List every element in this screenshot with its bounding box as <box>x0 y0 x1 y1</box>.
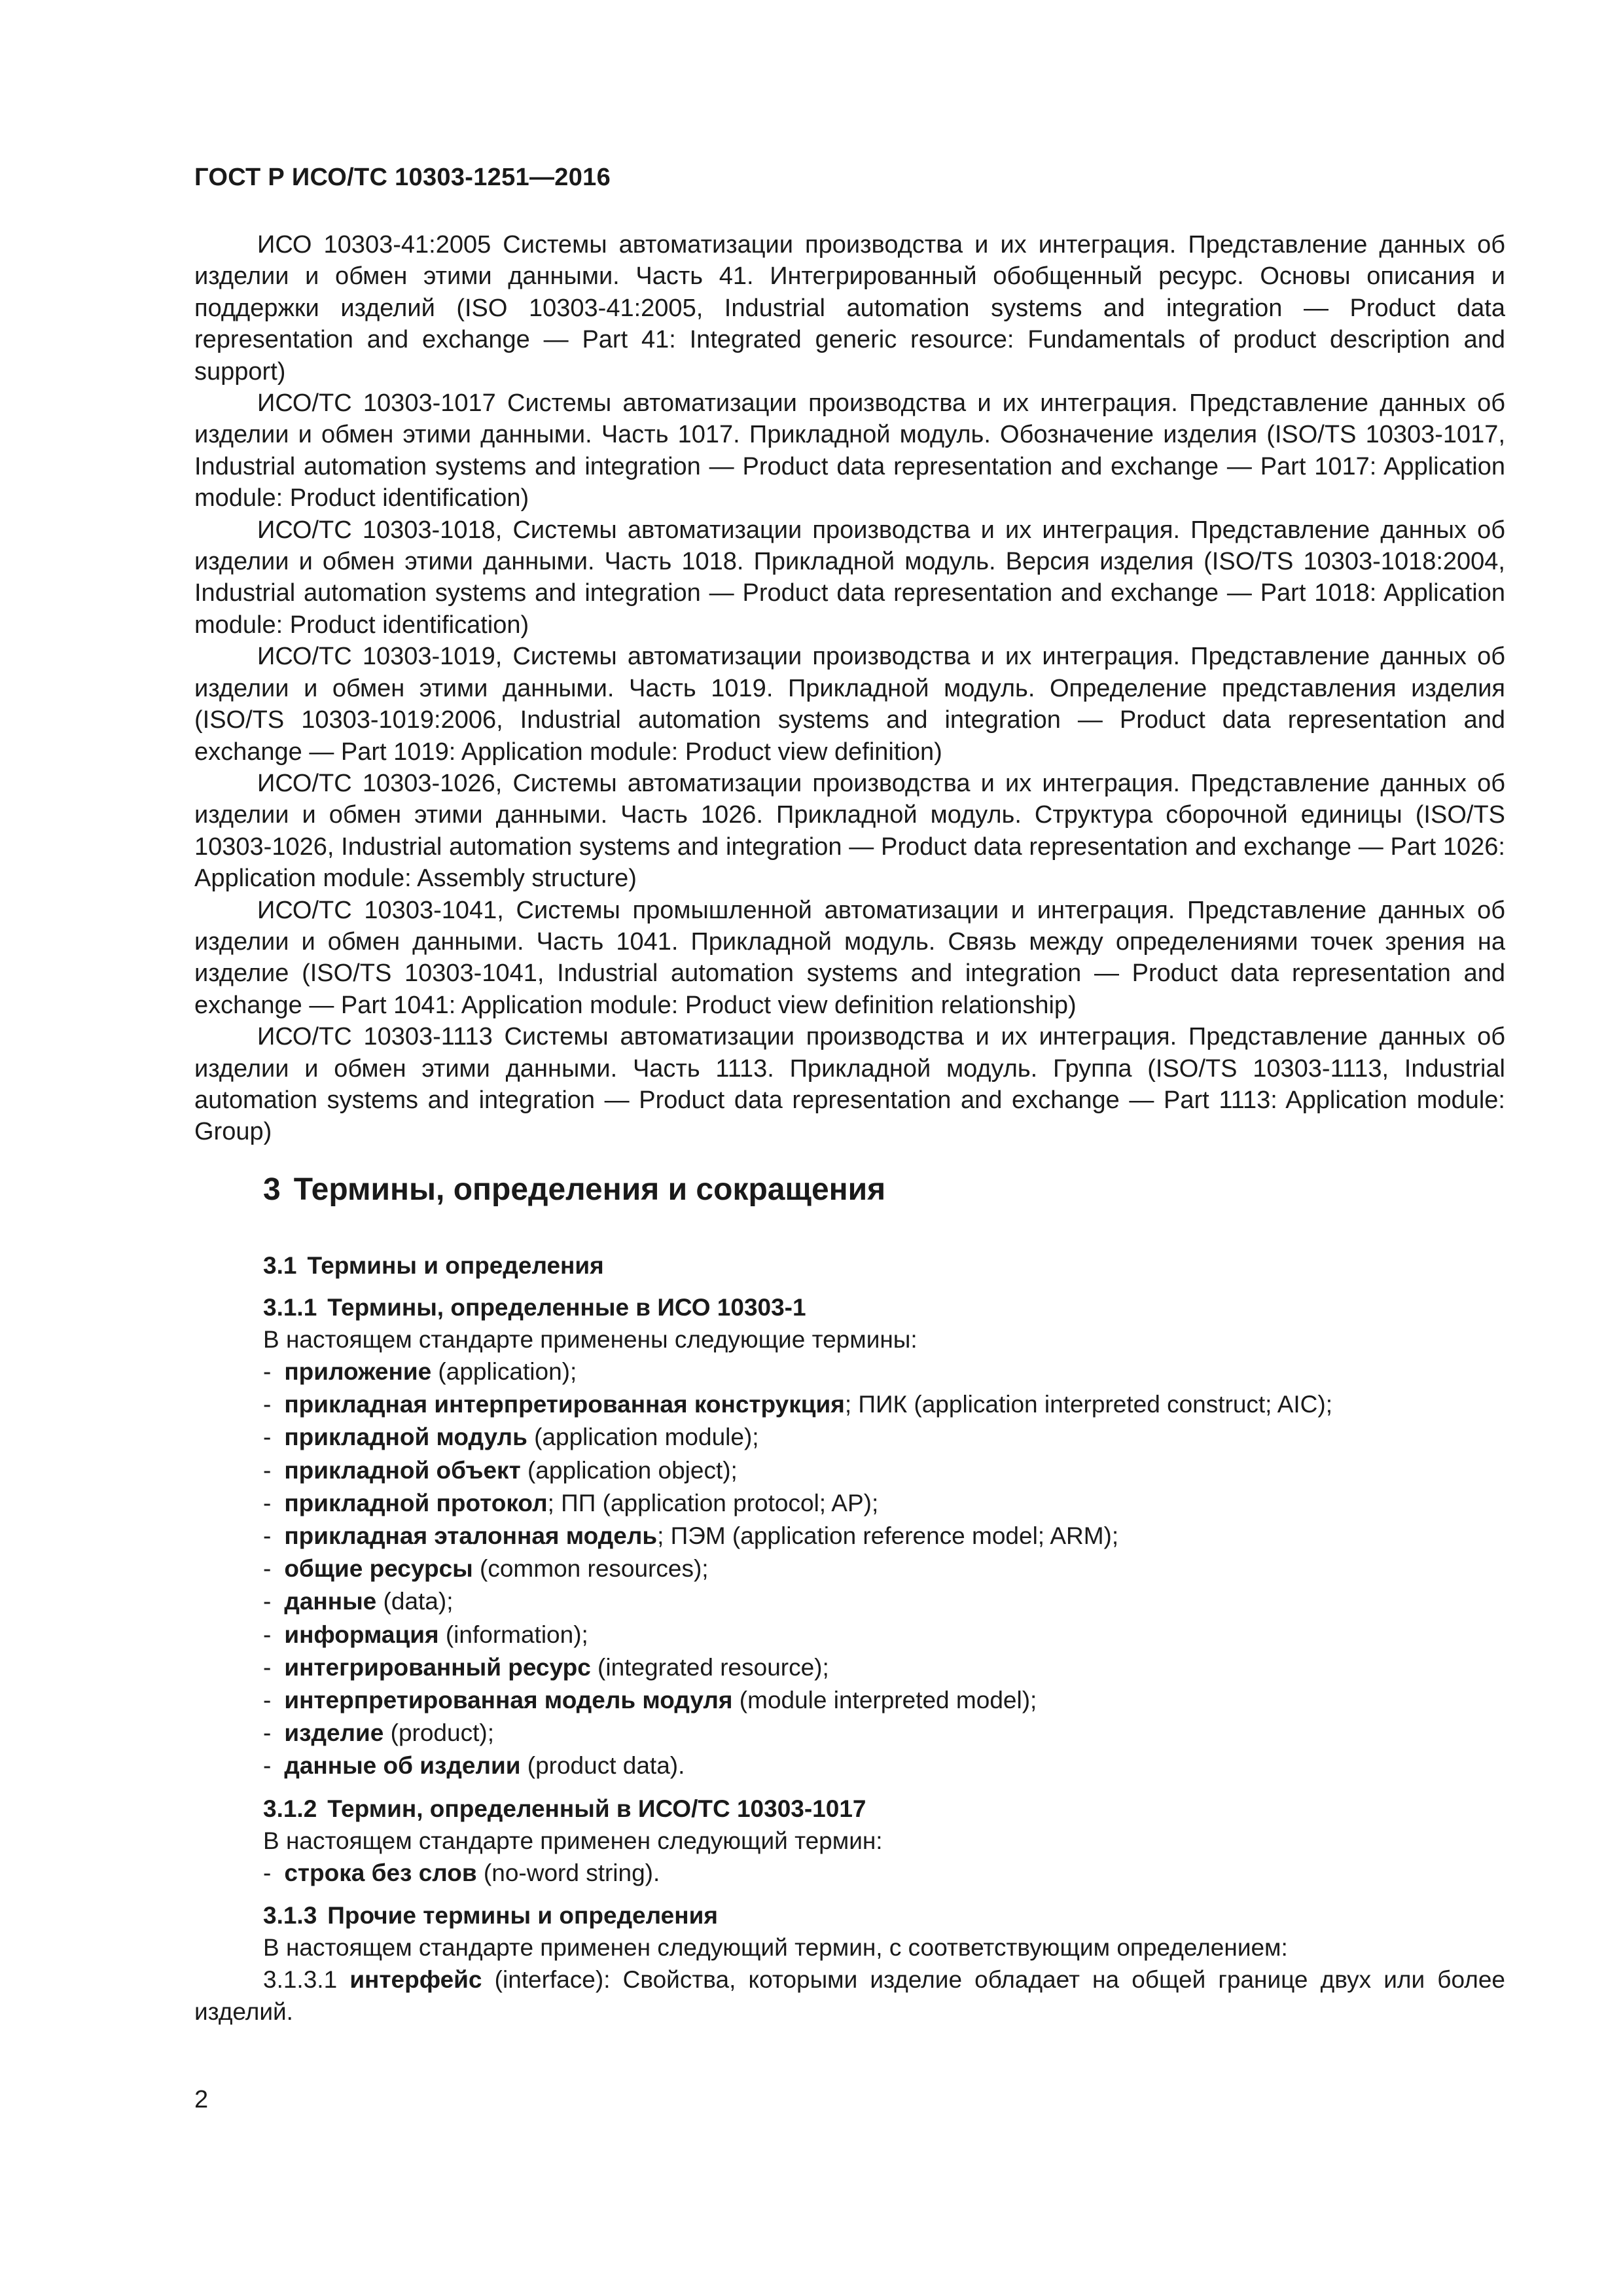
list-item: - прикладная эталонная модель; ПЭМ (application reference model; ARM); <box>263 1522 1119 1550</box>
intro-text: В настоящем стандарте применен следующий термин, с соответствующим определением: <box>263 1933 1288 1961</box>
reference-item: ИСО/ТС 10303-1017 Системы автоматизации производства и их интеграция. Представление данных об изделии и обмен этими данными. Часть 1017. Прикладной модуль. Обозначение изделия (ISO/TS 10303-1017, Industrial automation systems and integration — Product data representation and exchange — Part 1017: Application module: Product identification) <box>194 389 1505 512</box>
list-item: - интегрированный ресурс (integrated resource); <box>263 1653 829 1681</box>
list-item: - общие ресурсы (common resources); <box>263 1555 709 1583</box>
terms-section <box>194 1250 1505 2028</box>
subsection-heading: 3.1.2 Термин, определенный в ИСО/ТС 10303-1017 <box>263 1795 866 1822</box>
list-item: - данные об изделии (product data). <box>263 1752 685 1780</box>
intro-text: В настоящем стандарте применены следующие термины: <box>263 1326 918 1353</box>
subsection-heading: 3.1.1 Термины, определенные в ИСО 10303-1 <box>263 1294 806 1321</box>
list-item: - прикладной объект (application object); <box>263 1456 738 1484</box>
list-item: - прикладная интерпретированная конструкция; ПИК (application interpreted construct; AIC); <box>263 1391 1332 1418</box>
term-list <box>194 1355 1505 1783</box>
section-title: Термины, определения и сокращения <box>293 1172 886 1207</box>
reference-item: ИСО/ТС 10303-1113 Системы автоматизации производства и их интеграция. Представление данных об изделии и обмен этими данными. Часть 1113. Прикладной модуль. Группа (ISO/TS 10303-1113, Industrial automation systems and integration — Product data representation and exchange — Part 1113: Application module: Group) <box>194 1023 1505 1146</box>
definition: 3.1.3.1 интерфейс (interface): Свойства, которыми изделие обладает на общей границе двух или более изделий. <box>194 1965 1506 2025</box>
list-item: - данные (data); <box>263 1588 454 1615</box>
reference-item: ИСО/ТС 10303-1026, Системы автоматизации производства и их интеграция. Представление данных об изделии и обмен этими данными. Часть 1026. Прикладной модуль. Структура сборочной единицы (ISO/TS 10303-1026, Industrial automation systems and integration — Product data representation and exchange — Part 1026: Application module: Assembly structure) <box>194 769 1505 893</box>
intro-text: В настоящем стандарте применен следующий термин: <box>263 1827 883 1854</box>
section-heading <box>263 1172 885 1208</box>
list-item: - интерпретированная модель модуля (module interpreted model); <box>263 1687 1037 1714</box>
list-item: - строка без слов (no-word string). <box>263 1859 660 1886</box>
section-number: 3 <box>263 1172 281 1207</box>
list-item: - прикладной модуль (application module); <box>263 1424 759 1451</box>
term-list <box>194 1857 1505 1890</box>
document-header: ГОСТ Р ИСО/ТС 10303-1251—2016 <box>194 164 611 191</box>
list-item: - приложение (application); <box>263 1358 577 1385</box>
page-number: 2 <box>194 2086 209 2113</box>
normative-references <box>194 229 1505 1148</box>
reference-item: ИСО/ТС 10303-1041, Системы промышленной автоматизации и интеграция. Представление данных об изделии и обмен данными. Часть 1041. Прикладной модуль. Связь между определениями точек зрения на изделие (ISO/TS 10303-1041, Industrial automation systems and integration — Product data representation and exchange — Part 1041: Application module: Product view definition relationship) <box>194 896 1505 1019</box>
reference-item: ИСО/ТС 10303-1019, Системы автоматизации производства и их интеграция. Представление данных об изделии и обмен этими данными. Часть 1019. Прикладной модуль. Определение представления изделия (ISO/TS 10303-1019:2006, Industrial automation systems and integration — Product data representation and exchange — Part 1019: Application module: Product view definition) <box>194 643 1505 766</box>
list-item: - изделие (product); <box>263 1719 494 1747</box>
document-page <box>194 0 1505 2296</box>
list-item: - информация (information); <box>263 1621 588 1648</box>
list-item: - прикладной протокол; ПП (application protocol; AP); <box>263 1489 879 1516</box>
reference-item: ИСО 10303-41:2005 Системы автоматизации производства и их интеграция. Представление данных об изделии и обмен этими данными. Часть 41. Интегрированный обобщенный ресурс. Основы описания и поддержки изделий (ISO 10303-41:2005, Industrial automation systems and integration — Product data representation and exchange — Part 41: Integrated generic resource: Fundamentals of product description and support) <box>194 231 1505 386</box>
subsection-heading: 3.1 Термины и определения <box>263 1252 604 1279</box>
reference-item: ИСО/ТС 10303-1018, Системы автоматизации производства и их интеграция. Представление данных об изделии и обмен этими данными. Часть 1018. Прикладной модуль. Версия изделия (ISO/TS 10303-1018:2004, Industrial automation systems and integration — Product data representation and exchange — Part 1018: Application module: Product identification) <box>194 516 1505 639</box>
subsection-heading: 3.1.3 Прочие термины и определения <box>263 1901 718 1929</box>
